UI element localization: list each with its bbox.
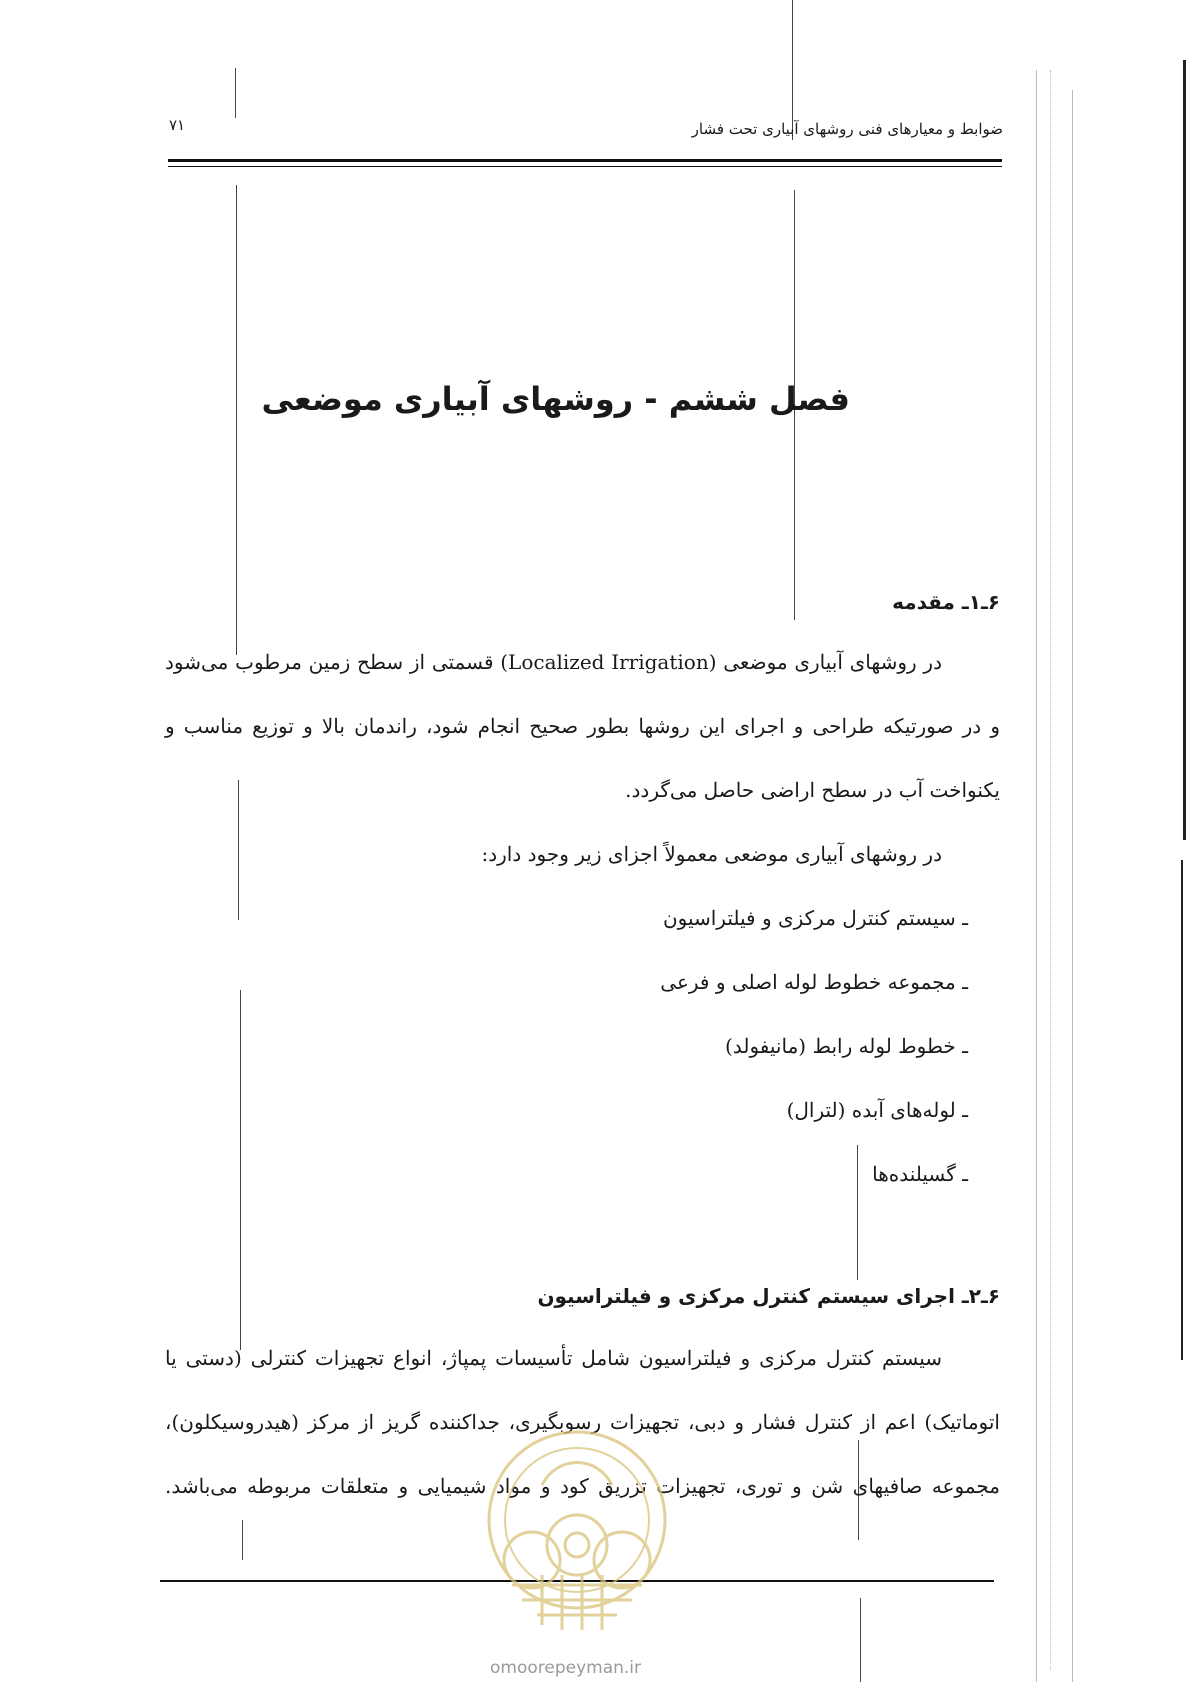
header-rule: [168, 159, 1002, 162]
binding-edge: [1181, 860, 1183, 1360]
paragraph-line: سیستم کنترل مرکزی و فیلتراسیون شامل تأسیسات پمپاژ، انواع تجهیزات کنترلی (دستی یا: [165, 1346, 942, 1370]
header-rule-thin: [168, 166, 1002, 167]
paragraph-line: اتوماتیک) اعم از کنترل فشار و دبی، تجهیزات رسوبگیری، جداکننده گریز از مرکز (هیدروسیکلون)،: [165, 1410, 1000, 1434]
stamp-logo: [482, 1425, 672, 1630]
paragraph-line: در روشهای آبیاری موضعی معمولاً اجزای زیر وجود دارد:: [481, 842, 942, 866]
scan-line: [1050, 70, 1052, 1670]
scan-line: [235, 68, 236, 118]
section-heading: ۶ـ۱ـ مقدمه: [892, 590, 1000, 614]
scan-line: [857, 1145, 858, 1280]
paragraph-line: یکنواخت آب در سطح اراضی حاصل می‌گردد.: [625, 778, 1000, 802]
scan-line: [1072, 90, 1073, 1682]
list-item: ـ لوله‌های آبده (لترال): [786, 1098, 968, 1122]
scan-line: [240, 990, 241, 1350]
scan-line: [238, 780, 239, 920]
list-item: ـ گسیلنده‌ها: [872, 1162, 968, 1186]
scan-line: [236, 185, 237, 655]
page-header: [165, 112, 1003, 152]
paragraph-line: در روشهای آبیاری موضعی (Localized Irrigation) قسمتی از سطح زمین مرطوب می‌شود: [165, 650, 943, 674]
paragraph-line: و در صورتیکه طراحی و اجرای این روشها بطور صحیح انجام شود، راندمان بالا و توزیع مناسب و: [165, 714, 1000, 738]
page-number: ۷۱: [169, 116, 186, 134]
watermark: omoorepeyman.ir: [490, 1658, 642, 1678]
chapter-title: فصل ششم - روشهای آبیاری موضعی: [261, 380, 850, 418]
scan-line: [1036, 70, 1037, 1682]
scan-line: [860, 1598, 861, 1682]
running-title: ضوابط و معیارهای فنی روشهای آبیاری تحت فشار: [691, 120, 1003, 138]
list-item: ـ خطوط لوله رابط (مانیفولد): [725, 1034, 968, 1058]
list-item: ـ سیستم کنترل مرکزی و فیلتراسیون: [662, 906, 968, 930]
binding-edge: [1183, 60, 1186, 840]
section-heading: ۶ـ۲ـ اجرای سیستم کنترل مرکزی و فیلتراسیون: [537, 1284, 1000, 1308]
scan-line: [242, 1520, 243, 1560]
paragraph-line: مجموعه صافیهای شن و توری، تجهیزات تزریق کود و مواد شیمیایی و متعلقات مربوطه می‌باشد.: [165, 1474, 1000, 1498]
list-item: ـ مجموعه خطوط لوله اصلی و فرعی: [660, 970, 968, 994]
